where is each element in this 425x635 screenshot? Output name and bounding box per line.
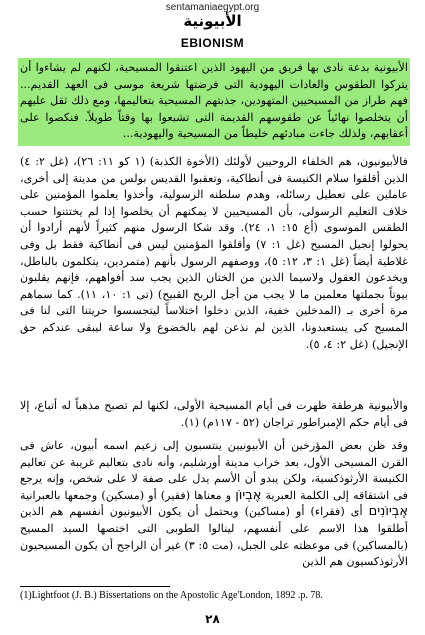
highlighted-definition: الأبيونية بدعة نادى بها فريق من اليهود الذين اعتنقوا المسيحية، لكنهم لم يشاءوا أن يتركوا الطقوس والعادات اليهودية التى فرضتها شريعة موسى فى العهد القديم... فهم طراز من المسيحيين المتهودين، جذبتهم المسيحية بتعاليمها، ومع ذلك ثقل عليهم أن يتخلصوا نهائياً عن طقوسهم القديمة التى تشبعوا بها وقتاً طويلاً. فنكصوا على أعقابهم، ولذلك جاءت مبادئهم خليطاً من المسيحية واليهودية... <box>20 61 408 141</box>
paragraph-3-part-c: أى (فقراء) أو (مساكين) ويحتمل أن يكون الأبيونيون أنفسهم هم الذين أطلقوا هذا الاسم على أنفسهم، لينالوا الطوبى التى اختصها السيد المسيح (بالمساكين) فى موعظته على الجبل، (مت ٥: ٣) غير أن الراجح أن يكون المسيحيون الأرثوذكسيون هم الذين <box>20 505 409 569</box>
paragraph-3-part-b: و معناها (فقير) أو (مسكين) وجمعها بالعبرانية <box>20 488 232 502</box>
page-title-english: EBIONISM <box>180 36 245 50</box>
hebrew-word-plural: אֶבְיוֹנִים <box>368 504 409 520</box>
paragraph-3-part-a: وقد ظن بعض المؤرخين أن الأبيونيين ينتسبون إلى زعيم اسمه أبيون، عاش فى القرن المسيحى الأول، بعد خراب مدينة أورشليم، وأنه نادى بتعاليم غريبة عن تعاليم الكنيسة الأرثوذكسية، ولكن يبدو أن الأسم يدل على صفة لا على شخص، وإنه يرجع فى اشتقاقه إلى الكلمة العبرية <box>20 439 409 502</box>
paragraph-3 <box>20 438 408 571</box>
site-watermark: sentamaniaegypt.org <box>165 2 260 13</box>
page-title-arabic: الأبيونية <box>183 12 242 30</box>
paragraph-1: فالأبيونيون، هم الخلفاء الروحيين لأولئك (الأخوة الكذبة) (١ كو ١١: ٢٦)، (غل ٢: ٤) الذين أقلقوا سلام الكنيسة فى أنطاكية، وتعقبوا القديس بولس من مدينة إلى أخرى، عاملين على تعطيل رسائله، وهدم سلطنه الرسولية، وأخذوا يعلموا المؤمنين على خلاف التعليم الرسولى، بأن المسيحيين لا يمكنهم أن يخلصوا إذا لم يختتنوا حسب الطقس الموسوى (أع ١٥: ١، ٢٤). وقد شكا الرسول منهم كثيراً لأنهم أرادوا أن يحولوا إنجيل المسيح (غل ١: ٧) وأقلقوا المؤمنين ليس فى أنطاكية فقط بل وفى غلاطية أيضاً (غل ١: ٣، ١٢: ٥)، ووصفهم الرسول بأنهم (متمردين، يتكلمون بالباطل، ويخدعون العقول ولاسيما الذين من الختان الذين يجب سد أفواههم، فإنهم يقلبون بيوتاً بجملتها معلمين ما لا يجب من أجل الربح القبيح) (تى ١: ١٠، ١١). كما سماهم مرة أخرى بـ (المدخلين خفية، الذين دخلوا اختلاساً ليتجسسوا حريتنا التى لنا فى المسيح كى يستعبدونا، الذين لم نذعن لهم بالخضوع ولا ساعة ليبقى عندكم حق الإنجيل) (غل ٢: ٤، ٥). <box>20 155 409 351</box>
page-number: ٢٨ <box>205 612 220 626</box>
paragraph-2: والأبيونية هرطقة ظهرت فى أيام المسيحية الأولى، لكنها لم تصبح مذهباً له أتباع، إلا فى أيام حكم الإمبراطور تراجان (٥٢ - ١١٧م) (١). <box>20 399 408 429</box>
footnote: (1)Lightfoot (J. B.) Bissertations on the Apostolic Age'London, 1892 .p. 78. <box>20 590 323 601</box>
hebrew-word-singular: אֶבְיוֹן <box>235 487 262 503</box>
footnote-divider <box>20 586 170 587</box>
